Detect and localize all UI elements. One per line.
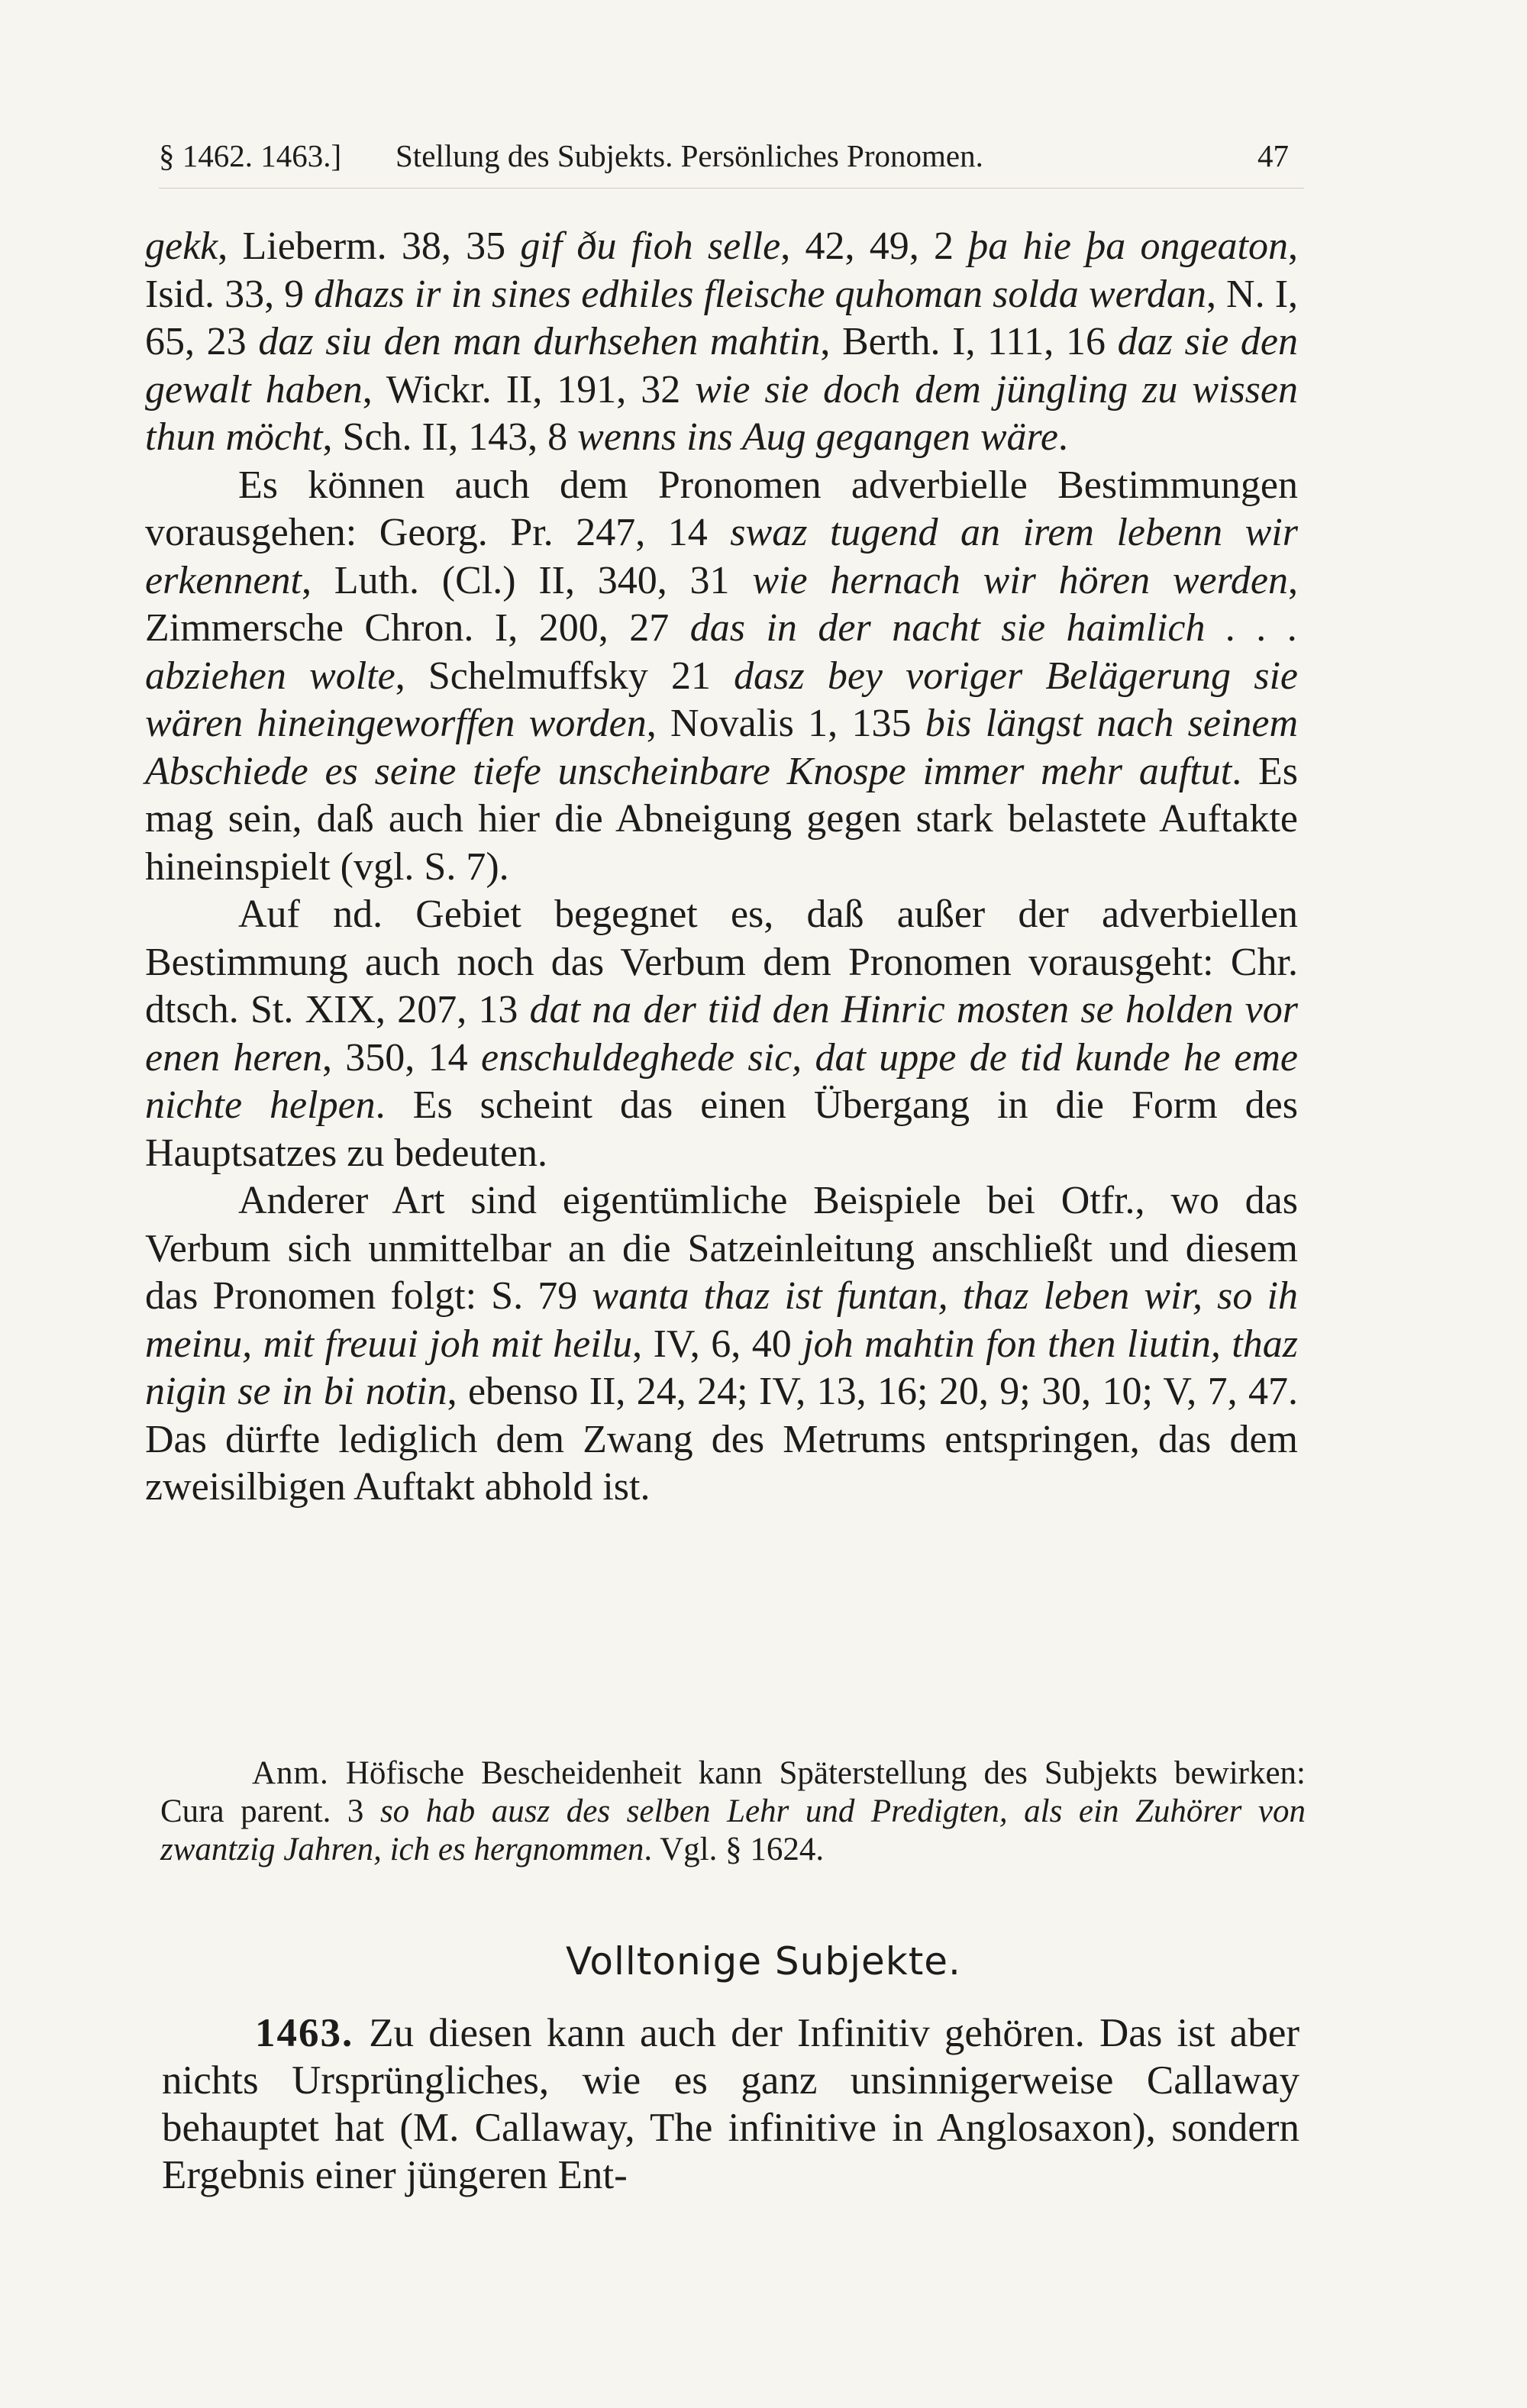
text-run: . Vgl. § 1624.: [644, 1832, 825, 1867]
text-run: , Berth. I, 111, 16: [820, 320, 1118, 363]
cited-example: joh mahtin fon then liutin, thaz nigin se in bi notin: [145, 1322, 1298, 1413]
text-run: , Lieberm. 38, 35: [218, 224, 521, 268]
paragraph-2: [145, 462, 1298, 892]
cited-example: bis längst nach seinem Abschiede es seine tiefe unscheinbare Knospe immer mehr auftut: [145, 702, 1299, 793]
cited-example: so hab ausz des selben Lehr und Predigten, als ein Zuhörer von zwantzig Jahren, ich es hergnommen: [160, 1793, 1306, 1867]
cited-example: das in der nacht sie haimlich . . . abziehen wolte: [145, 606, 1299, 698]
text-run: , 42, 49, 2: [780, 224, 969, 268]
cited-example: wie hernach wir hören werden: [752, 558, 1288, 602]
paragraph-4: [145, 1177, 1298, 1512]
cited-example: dhazs ir in sines edhiles fleische quhoman solda werdan: [314, 272, 1206, 316]
text-run: Auf nd. Gebiet begegnet es, daß außer der adverbiellen Bestimmung auch noch das Verbum dem Pronomen vorausgeht: Chr. dtsch. St. XIX, 207, 13: [145, 893, 1298, 1031]
paragraph-3: [145, 891, 1298, 1177]
page-number: 47: [1257, 138, 1289, 173]
text-run: Anderer Art sind eigentümliche Beispiele bei Otfr., wo das Verbum sich unmittelbar an die Satzeinleitung anschließt und diesem das Pronomen folgt: S. 79: [145, 1179, 1298, 1318]
running-header: [159, 137, 1289, 183]
cited-example: dasz bey voriger Belägerung sie wären hineingeworffen worden: [145, 654, 1298, 745]
cited-example: wenns ins Aug gegangen wäre: [577, 415, 1058, 459]
cited-example: enschuldeghede sic, dat uppe de tid kunde he eme nichte helpen: [145, 1035, 1298, 1127]
header-rule: [159, 188, 1304, 189]
paragraph-1: [145, 223, 1298, 462]
cited-example: gekk: [145, 224, 218, 268]
text-run: , Luth. (Cl.) II, 340, 31: [302, 558, 753, 602]
text-run: , Sch. II, 143, 8: [322, 415, 578, 459]
text-run: , ebenso II, 24, 24; IV, 13, 16; 20, 9; 30, 10; V, 7, 47. Das dürfte lediglich dem Zwang des Metrums entspringen, das dem zweisilbigen Auftakt abhold ist.: [145, 1370, 1298, 1509]
cited-example: wie sie doch dem jüngling zu wissen thun möcht: [145, 367, 1298, 459]
text-run: , Isid. 33, 9: [145, 224, 1298, 316]
cited-example: swaz tugend an irem lebenn wir erkennent: [145, 511, 1298, 602]
cited-example: wanta thaz ist funtan, thaz leben wir, so ih meinu, mit freuui joh mit heilu: [145, 1274, 1298, 1366]
text-run: , Schelmuffsky 21: [395, 654, 734, 698]
text-run: Es können auch dem Pronomen adverbielle Bestimmungen vorausgehen: Georg. Pr. 247, 14: [145, 463, 1298, 554]
section-1463: [162, 2009, 1299, 2199]
text-run: . Es scheint das einen Übergang in die Form des Hauptsatzes zu bedeuten.: [145, 1083, 1298, 1175]
cited-example: dat na der tiid den Hinric mosten se holden vor enen heren: [145, 988, 1298, 1080]
cited-example: þa hie þa ongeaton: [968, 224, 1288, 268]
note-label: Anm.: [252, 1755, 329, 1791]
header-section-ref: § 1462. 1463.]: [159, 138, 342, 173]
main-text: [145, 223, 1298, 1512]
text-run: , Wickr. II, 191, 32: [362, 367, 696, 412]
text-run: , IV, 6, 40: [632, 1322, 803, 1366]
header-running-title: Stellung des Subjekts. Persönliches Pronomen.: [395, 138, 983, 173]
text-run: . Es mag sein, daß auch hier die Abneigung gegen stark belastete Auftakte hineinspielt (vgl. S. 7).: [145, 749, 1299, 889]
cited-example: daz sie den gewalt haben: [145, 320, 1299, 412]
text-run: , N. I, 65, 23: [145, 272, 1299, 363]
text-run: .: [1057, 415, 1068, 459]
cited-example: daz siu den man durhsehen mahtin: [258, 320, 821, 363]
section-heading: Volltonige Subjekte.: [566, 1939, 961, 1984]
text-run: Höfische Bescheidenheit kann Späterstellung des Subjekts bewirken: Cura parent. 3: [160, 1755, 1306, 1829]
section-number: 1463.: [255, 2011, 354, 2055]
text-run: , 350, 14: [321, 1035, 481, 1080]
text-run: , Novalis 1, 135: [646, 702, 925, 745]
footnote-anm: [160, 1754, 1306, 1869]
section-1463-text: Zu diesen kann auch der Infinitiv gehören. Das ist aber nichts Ursprüngliches, wie es ganz unsinnigerweise Callaway behauptet hat (M. Callaway, The infinitive in Anglosaxon), sondern Ergebnis einer jüngeren Ent-: [162, 2011, 1299, 2197]
text-run: , Zimmersche Chron. I, 200, 27: [145, 558, 1298, 650]
note-text: [160, 1755, 1306, 1867]
cited-example: gif ðu fioh selle: [520, 224, 781, 268]
